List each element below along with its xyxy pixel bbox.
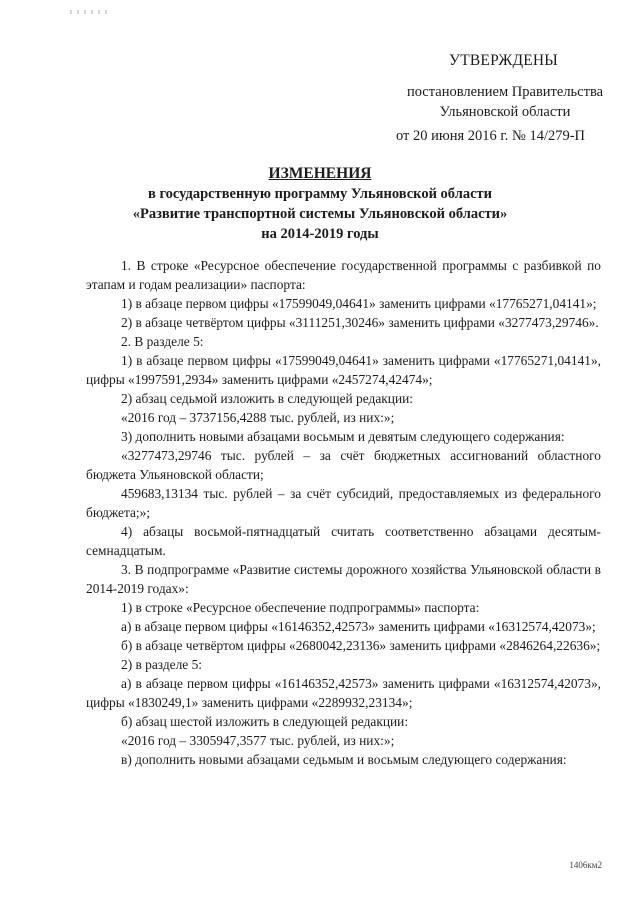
paragraph: «2016 год – 3737156,4288 тыс. рублей, из них:»;: [121, 410, 395, 425]
decree-date: от 20 июня 2016 г. № 14/279-П: [396, 128, 586, 144]
paragraph: 1) в абзаце первом цифры «17599049,04641» заменить цифрами «17765271,04141», цифры «1997591,2934» заменить цифрами «2457274,42474»;: [86, 353, 601, 387]
paragraph: 1. В строке «Ресурсное обеспечение государственной программы с разбивкой по этапам и годам реализации» паспорта:: [86, 258, 601, 292]
paragraph: б) в абзаце четвёртом цифры «2680042,23136» заменить цифрами «2846264,22636»;: [121, 638, 601, 653]
paragraph: 2) абзац седьмой изложить в следующей редакции:: [121, 391, 413, 406]
title-main: ИЗМЕНЕНИЯ: [268, 165, 372, 182]
paragraph: а) в абзаце первом цифры «16146352,42573» заменить цифрами «16312574,42073»;: [121, 619, 596, 634]
document-body: [86, 256, 601, 769]
paragraph: 1) в строке «Ресурсное обеспечение подпрограммы» паспорта:: [121, 600, 480, 615]
paragraph: 4) абзацы восьмой-пятнадцатый считать соответственно абзацами десятым-семнадцатым.: [86, 524, 601, 558]
paragraph: 1) в абзаце первом цифры «17599049,04641» заменить цифрами «17765271,04141»;: [121, 296, 597, 311]
footer-code: 1406км2: [569, 860, 602, 870]
paragraph: «2016 год – 3305947,3577 тыс. рублей, из них:»;: [121, 733, 395, 748]
document-title: [100, 164, 540, 244]
scan-artifact: [70, 10, 110, 14]
paragraph: 2. В разделе 5:: [121, 334, 204, 349]
paragraph: 459683,13134 тыс. рублей – за счёт субсидий, предоставляемых из федерального бюджета;»;: [86, 486, 601, 520]
paragraph: в) дополнить новыми абзацами седьмым и восьмым следующего содержания:: [121, 752, 567, 767]
approval-stamp-text: УТВЕРЖДЕНЫ: [449, 52, 558, 69]
paragraph: 2) в абзаце четвёртом цифры «3111251,30246» заменить цифрами «3277473,29746».: [121, 315, 599, 330]
paragraph: 3. В подпрограмме «Развитие системы дорожного хозяйства Ульяновской области в 2014-2019 годах»:: [86, 562, 601, 596]
title-line-1: в государственную программу Ульяновской области: [147, 186, 492, 202]
paragraph: «3277473,29746 тыс. рублей – за счёт бюджетных ассигнований областного бюджета Ульяновской области;: [86, 448, 601, 482]
decree-line-1: постановлением Правительства: [406, 84, 604, 100]
paragraph: б) абзац шестой изложить в следующей редакции:: [121, 714, 409, 729]
paragraph: 3) дополнить новыми абзацами восьмым и девятым следующего содержания:: [121, 429, 565, 444]
decree-block: [400, 82, 610, 122]
title-line-2: «Развитие транспортной системы Ульяновской области»: [132, 206, 508, 222]
title-line-3: на 2014-2019 годы: [261, 226, 379, 242]
paragraph: а) в абзаце первом цифры «16146352,42573» заменить цифрами «16312574,42073», цифры «1830249,1» заменить цифрами «2289932,23134»;: [86, 676, 601, 710]
paragraph: 2) в разделе 5:: [121, 657, 203, 672]
decree-line-2: Ульяновской области: [439, 104, 571, 120]
